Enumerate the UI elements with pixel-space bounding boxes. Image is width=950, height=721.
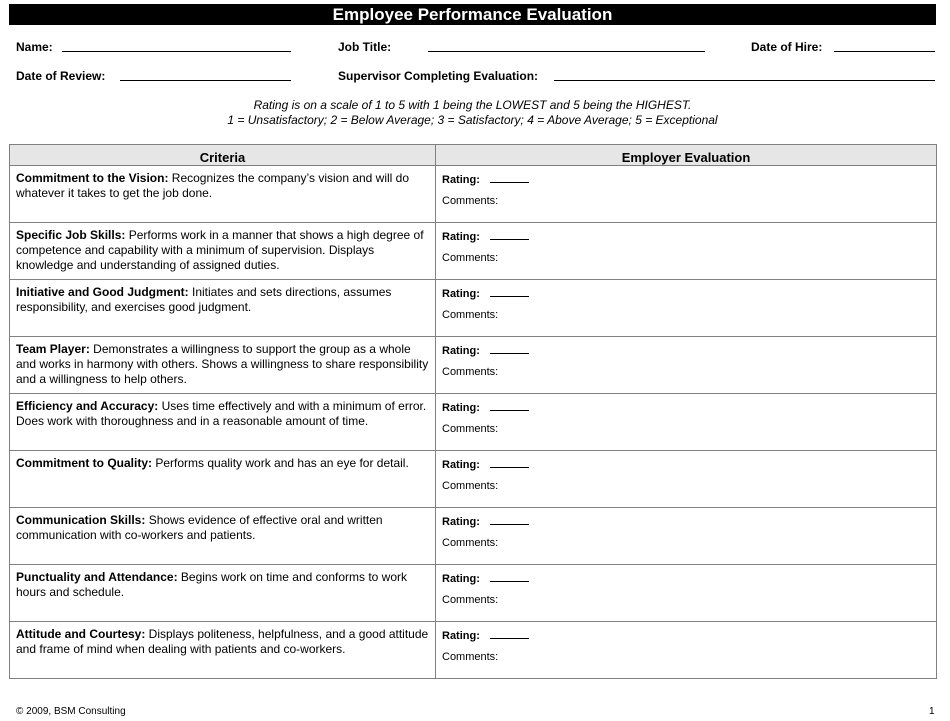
comments-label[interactable]: Comments: xyxy=(442,537,499,549)
criteria-header: Criteria xyxy=(10,145,436,166)
table-row xyxy=(10,166,937,223)
criterion-description: Recognizes the company’s vision and will do whatever it takes to get the job done. xyxy=(16,171,410,200)
table-row xyxy=(10,565,937,622)
rating-row xyxy=(442,629,930,644)
rating-label: Rating: xyxy=(442,402,480,414)
criterion-name: Commitment to the Vision: xyxy=(16,171,169,185)
date-of-hire-label: Date of Hire: xyxy=(751,40,823,54)
employer-evaluation-header: Employer Evaluation xyxy=(436,145,937,166)
rating-input-line[interactable] xyxy=(490,181,529,183)
table-row xyxy=(10,508,937,565)
rating-input-line[interactable] xyxy=(490,409,529,411)
comments-label[interactable]: Comments: xyxy=(442,195,499,207)
job-title-field-line[interactable] xyxy=(428,51,705,52)
rating-row xyxy=(442,173,930,188)
copyright-footer: © 2009, BSM Consulting xyxy=(16,706,126,717)
criteria-cell xyxy=(10,166,436,223)
rating-row xyxy=(442,344,930,359)
criterion-description: Shows evidence of effective oral and written communication with co-workers and patients. xyxy=(16,513,383,542)
rating-row xyxy=(442,401,930,416)
criteria-cell xyxy=(10,394,436,451)
table-row xyxy=(10,337,937,394)
page-number: 1 xyxy=(929,706,935,717)
rating-input-line[interactable] xyxy=(490,352,529,354)
criterion-description: Uses time effectively and with a minimum of error. Does work with thoroughness and in a reasonable amount of time. xyxy=(16,399,427,428)
evaluation-cell xyxy=(436,622,937,679)
rating-input-line[interactable] xyxy=(490,580,529,582)
rating-input-line[interactable] xyxy=(490,295,529,297)
criterion-description: Demonstrates a willingness to support the group as a whole and works in harmony with others. Shows a willingness to share responsibility and a willingness to help others. xyxy=(16,342,429,386)
rating-input-line[interactable] xyxy=(490,238,529,240)
comments-label[interactable]: Comments: xyxy=(442,309,499,321)
rating-row xyxy=(442,287,930,302)
criteria-cell xyxy=(10,280,436,337)
comments-label[interactable]: Comments: xyxy=(442,480,499,492)
rating-instructions xyxy=(9,98,936,128)
criterion-name: Team Player: xyxy=(16,342,90,356)
criterion-description: Initiates and sets directions, assumes responsibility, and exercises good judgment. xyxy=(16,285,392,314)
evaluation-cell xyxy=(436,565,937,622)
criterion-name: Initiative and Good Judgment: xyxy=(16,285,189,299)
evaluation-cell xyxy=(436,451,937,508)
rating-label: Rating: xyxy=(442,288,480,300)
table-row xyxy=(10,223,937,280)
rating-label: Rating: xyxy=(442,345,480,357)
rating-input-line[interactable] xyxy=(490,523,529,525)
criteria-cell xyxy=(10,622,436,679)
rating-input-line[interactable] xyxy=(490,466,529,468)
date-of-review-field-line[interactable] xyxy=(120,80,291,81)
supervisor-field-line[interactable] xyxy=(554,80,935,81)
comments-label[interactable]: Comments: xyxy=(442,594,499,606)
criteria-cell xyxy=(10,508,436,565)
criterion-description: Displays politeness, helpfulness, and a good attitude and frame of mind when dealing with patients and co-workers. xyxy=(16,627,429,656)
evaluation-cell xyxy=(436,508,937,565)
criteria-cell xyxy=(10,223,436,280)
name-label: Name: xyxy=(16,40,53,54)
date-of-hire-field-line[interactable] xyxy=(834,51,935,52)
name-field-line[interactable] xyxy=(62,51,291,52)
criterion-name: Communication Skills: xyxy=(16,513,146,527)
rating-label: Rating: xyxy=(442,459,480,471)
rating-label: Rating: xyxy=(442,630,480,642)
evaluation-cell xyxy=(436,166,937,223)
criterion-description: Performs quality work and has an eye for detail. xyxy=(152,456,409,470)
criterion-name: Specific Job Skills: xyxy=(16,228,126,242)
evaluation-cell xyxy=(436,223,937,280)
rating-row xyxy=(442,515,930,530)
date-of-review-label: Date of Review: xyxy=(16,69,106,83)
evaluation-table xyxy=(9,144,937,679)
criterion-name: Punctuality and Attendance: xyxy=(16,570,178,584)
rating-input-line[interactable] xyxy=(490,637,529,639)
job-title-label: Job Title: xyxy=(338,40,392,54)
evaluation-cell xyxy=(436,337,937,394)
criterion-name: Efficiency and Accuracy: xyxy=(16,399,159,413)
comments-label[interactable]: Comments: xyxy=(442,423,499,435)
instructions-line-2: 1 = Unsatisfactory; 2 = Below Average; 3 = Satisfactory; 4 = Above Average; 5 = Exceptional xyxy=(227,113,718,127)
criterion-name: Attitude and Courtesy: xyxy=(16,627,146,641)
rating-row xyxy=(442,230,930,245)
document-title: Employee Performance Evaluation xyxy=(9,4,936,25)
evaluation-cell xyxy=(436,394,937,451)
rating-label: Rating: xyxy=(442,516,480,528)
evaluation-cell xyxy=(436,280,937,337)
criteria-cell xyxy=(10,451,436,508)
supervisor-label: Supervisor Completing Evaluation: xyxy=(338,69,539,83)
criterion-name: Commitment to Quality: xyxy=(16,456,153,470)
comments-label[interactable]: Comments: xyxy=(442,366,499,378)
rating-label: Rating: xyxy=(442,573,480,585)
table-row xyxy=(10,280,937,337)
criteria-cell xyxy=(10,337,436,394)
table-row xyxy=(10,622,937,679)
comments-label[interactable]: Comments: xyxy=(442,651,499,663)
criterion-description: Begins work on time and conforms to work hours and schedule. xyxy=(16,570,408,599)
rating-row xyxy=(442,458,930,473)
rating-label: Rating: xyxy=(442,231,480,243)
rating-label: Rating: xyxy=(442,174,480,186)
rating-row xyxy=(442,572,930,587)
criteria-cell xyxy=(10,565,436,622)
criterion-description: Performs work in a manner that shows a high degree of competence and capability with a minimum of supervision. Displays knowledge and understanding of assigned duties. xyxy=(16,228,424,272)
comments-label[interactable]: Comments: xyxy=(442,252,499,264)
table-row xyxy=(10,451,937,508)
table-row xyxy=(10,394,937,451)
instructions-line-1: Rating is on a scale of 1 to 5 with 1 being the LOWEST and 5 being the HIGHEST. xyxy=(253,98,692,112)
